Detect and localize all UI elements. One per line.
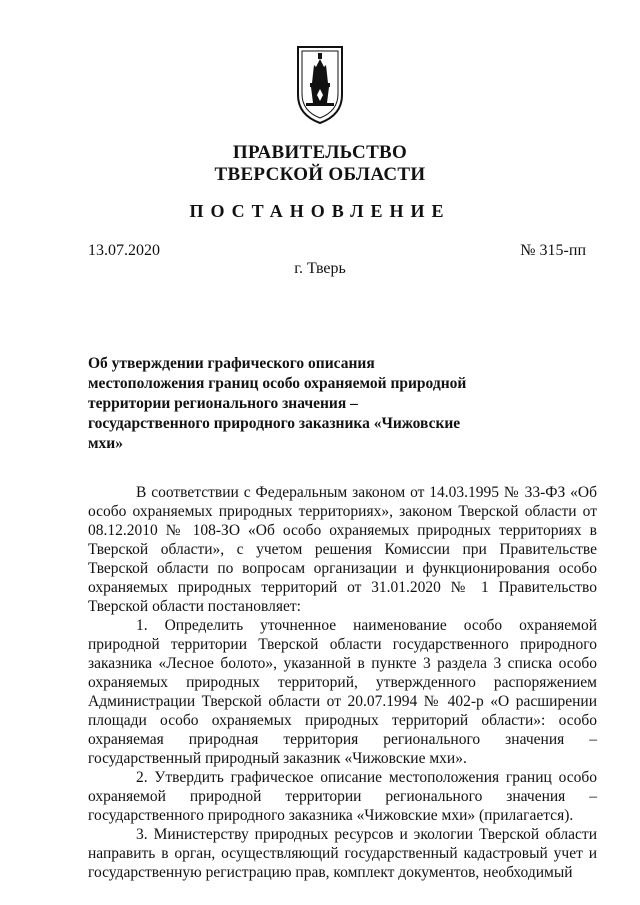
document-subject: Об утверждении графического описания местоположения границ особо охраняемой природной территории регионального значения – государственного природного заказника «Чижовские мхи» [88,355,467,452]
tver-coat-of-arms-icon [290,43,350,127]
document-number: № 315-пп [520,242,586,259]
org-name-line2: ТВЕРСКОЙ ОБЛАСТИ [214,164,426,185]
org-name-line1: ПРАВИТЕЛЬСТВО [232,142,408,163]
document-type: ПОСТАНОВЛЕНИЕ [189,201,451,221]
document-body [88,483,597,882]
body-paragraph-4: 3. Министерству природных ресурсов и экологии Тверской области направить в орган, осуществляющий государственный кадастровый учет и государственную регистрацию прав, комплект документов, необходимый [88,826,597,881]
body-paragraph-2: 1. Определить уточненное наименование особо охраняемой природной территории Тверской области государственного природного заказника «Лесное болото», указанной в пункте 3 раздела 3 списка особо охраняемых природных территорий, утвержденного распоряжением Администрации Тверской области от 20.07.1994 № 402-р «О расширении площади особо охраняемых природных территорий области»: особо охраняемая природная территория регионального значения – государственный природный заказник «Чижовские мхи». [88,617,597,767]
body-paragraph-1: В соответствии с Федеральным законом от 14.03.1995 № 33-ФЗ «Об особо охраняемых природных территориях», законом Тверской области от 08.12.2010 № 108-ЗО «Об особо охраняемых природных территориях в Тверской области», с учетом решения Комиссии при Правительстве Тверской области по вопросам организации и функционирования особо охраняемых природных территорий от 31.01.2020 № 1 Правительство Тверской области постановляет: [88,484,597,615]
body-paragraph-3: 2. Утвердить графическое описание местоположения границ особо охраняемой природной территории регионального значения – государственного природного заказника «Чижовские мхи» (прилагается). [88,769,597,824]
document-date: 13.07.2020 [88,242,160,259]
document-city: г. Тверь [294,260,346,277]
